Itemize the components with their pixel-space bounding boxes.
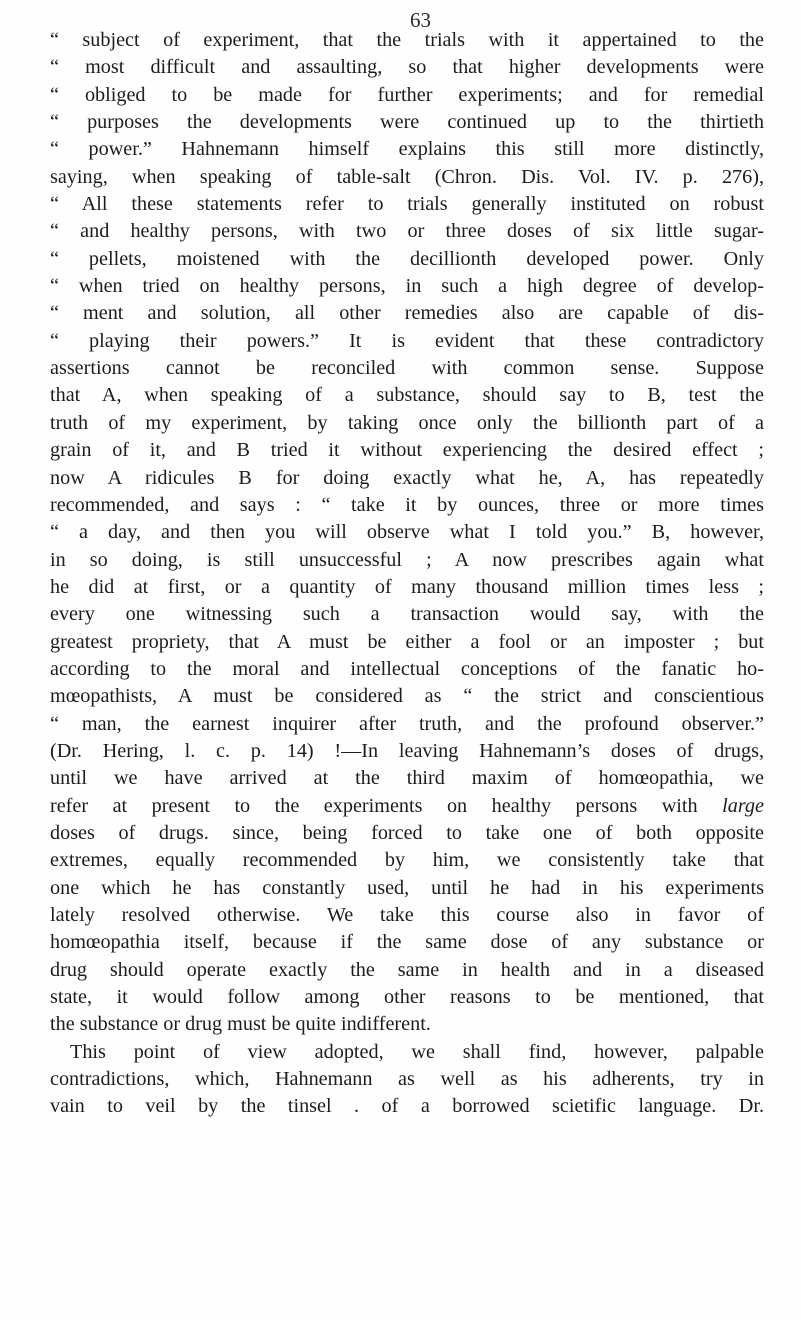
text-line: “ playing their powers.” It is evident that these contradictory xyxy=(50,329,764,352)
text-line: “ purposes the developments were continued up to the thirtieth xyxy=(50,111,764,134)
text-line: greatest propriety, that A must be either a fool or an imposter ; but xyxy=(50,630,764,653)
text-line: “ and healthy persons, with two or three doses of six little sugar- xyxy=(50,220,764,243)
text-line: “ pellets, moistened with the decillionth developed power. Only xyxy=(50,247,764,270)
text-line: drug should operate exactly the same in health and in a diseased xyxy=(50,958,764,981)
text-line: one which he has constantly used, until he had in his experiments xyxy=(50,876,764,899)
text-line: doses of drugs. since, being forced to take one of both opposite xyxy=(50,821,764,844)
page-number: 63 xyxy=(410,8,431,32)
text-line: now A ridicules B for doing exactly what he, A, has repeatedly xyxy=(50,466,764,489)
text-line: “ when tried on healthy persons, in such a high degree of develop- xyxy=(50,275,764,298)
text-line: extremes, equally recommended by him, we consistently take that xyxy=(50,849,764,872)
text-line: homœopathia itself, because if the same dose of any substance or xyxy=(50,931,764,954)
text-line: (Dr. Hering, l. c. p. 14) !—In leaving Hahnemann’s doses of drugs, xyxy=(50,739,764,762)
body-text xyxy=(50,27,764,1121)
text-line: “ All these statements refer to trials generally instituted on robust xyxy=(50,193,764,216)
text-line: that A, when speaking of a substance, should say to B, test the xyxy=(50,384,764,407)
text-line: truth of my experiment, by taking once only the billionth part of a xyxy=(50,411,764,434)
italic-word: large xyxy=(722,794,764,817)
text-line: recommended, and says : “ take it by ounces, three or more times xyxy=(50,493,764,516)
text-line: “ ment and solution, all other remedies also are capable of dis- xyxy=(50,302,764,325)
text-line: grain of it, and B tried it without experiencing the desired effect ; xyxy=(50,439,764,462)
text-line: the substance or drug must be quite indifferent. xyxy=(50,1013,431,1036)
text-line: assertions cannot be reconciled with common sense. Suppose xyxy=(50,357,764,380)
text-line: in so doing, is still unsuccessful ; A now prescribes again what xyxy=(50,548,764,571)
text-line: state, it would follow among other reasons to be mentioned, that xyxy=(50,986,764,1009)
text-line: “ most difficult and assaulting, so that higher developments were xyxy=(50,56,764,79)
text-line: contradictions, which, Hahnemann as well as his adherents, try in xyxy=(50,1068,764,1091)
text-line: according to the moral and intellectual conceptions of the fanatic ho- xyxy=(50,657,764,680)
text-line: “ power.” Hahnemann himself explains this still more distinctly, xyxy=(50,138,764,161)
text-line: “ subject of experiment, that the trials with it appertained to the xyxy=(50,29,764,51)
text-line: lately resolved otherwise. We take this course also in favor of xyxy=(50,904,764,926)
text-line: refer at present to the experiments on healthy persons with large xyxy=(50,794,764,817)
text-line: “ man, the earnest inquirer after truth, and the profound observer.” xyxy=(50,712,764,735)
text-line: “ a day, and then you will observe what I told you.” B, however, xyxy=(50,521,764,544)
text-line: “ obliged to be made for further experiments; and for remedial xyxy=(50,83,764,106)
text-line: until we have arrived at the third maxim of homœopathia, we xyxy=(50,767,764,790)
text-line: saying, when speaking of table-salt (Chron. Dis. Vol. IV. p. 276), xyxy=(50,165,764,188)
text-line: vain to veil by the tinsel . of a borrowed scietific language. Dr. xyxy=(50,1095,764,1118)
text-line: mœopathists, A must be considered as “ the strict and conscientious xyxy=(50,685,764,708)
text-line: This point of view adopted, we shall find, however, palpable xyxy=(70,1040,764,1063)
text-line: he did at first, or a quantity of many thousand million times less ; xyxy=(50,575,764,598)
text-line: every one witnessing such a transaction would say, with the xyxy=(50,603,764,626)
